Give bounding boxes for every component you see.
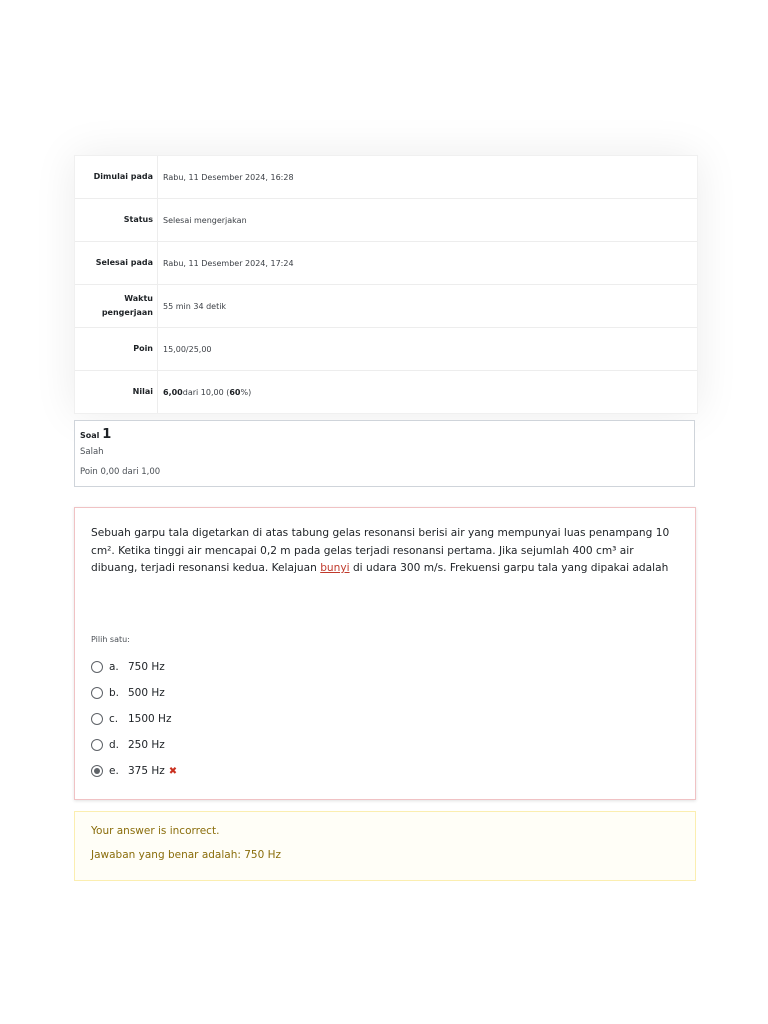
feedback-incorrect: Your answer is incorrect.	[91, 825, 220, 837]
incorrect-icon: ✖	[168, 765, 178, 777]
question-info-panel	[74, 420, 695, 487]
feedback-panel	[74, 811, 696, 881]
glossary-link-bunyi[interactable]: bunyi	[320, 562, 350, 574]
summary-label: Status	[75, 199, 158, 241]
grade-text-end: %)	[240, 387, 252, 397]
summary-value: Rabu, 11 Desember 2024, 17:24	[163, 258, 294, 268]
summary-row-completed	[75, 242, 697, 285]
question-grade: Poin 0,00 dari 1,00	[80, 467, 161, 477]
option-c[interactable]	[91, 706, 177, 732]
radio-button[interactable]	[91, 739, 103, 751]
summary-row-duration	[75, 285, 697, 328]
option-b[interactable]	[91, 680, 177, 706]
answer-options	[91, 654, 177, 784]
question-text-part: Sebuah garpu tala digetarkan di atas tabung gelas resonansi berisi air yang mempunyai luas penampang 10 cm². Ketika tinggi air mencapai 0,2 m pada gelas terjadi resonansi pertama. Jika sejumlah 400 cm³ air dibuang, terjadi resonansi kedua. Kelajuan	[91, 527, 670, 574]
question-text	[91, 525, 683, 578]
option-text: 1500 Hz	[128, 713, 172, 725]
radio-button[interactable]	[91, 713, 103, 725]
summary-row-points	[75, 328, 697, 371]
summary-value: 15,00/25,00	[163, 344, 212, 354]
summary-value	[158, 371, 251, 413]
grade-percent: 60	[229, 387, 241, 397]
option-letter: d.	[109, 739, 120, 751]
question-state: Salah	[80, 447, 104, 457]
summary-label: Waktu pengerjaan	[75, 285, 158, 327]
radio-button-selected[interactable]	[91, 765, 103, 777]
summary-value: Selesai mengerjakan	[163, 215, 247, 225]
summary-label: Nilai	[75, 371, 158, 413]
radio-button[interactable]	[91, 687, 103, 699]
summary-value: 55 min 34 detik	[163, 301, 227, 311]
grade-text: dari 10,00 (	[182, 387, 230, 397]
radio-button[interactable]	[91, 661, 103, 673]
option-a[interactable]	[91, 654, 177, 680]
option-letter: e.	[109, 765, 119, 777]
grade-score: 6,00	[163, 387, 183, 397]
feedback-right-answer: Jawaban yang benar adalah: 750 Hz	[91, 849, 282, 861]
question-content	[74, 507, 696, 800]
summary-label: Selesai pada	[75, 242, 158, 284]
question-text-part: di udara 300 m/s. Frekuensi garpu tala yang dipakai adalah	[349, 562, 669, 574]
summary-value: Rabu, 11 Desember 2024, 16:28	[163, 172, 294, 182]
summary-label: Poin	[75, 328, 158, 370]
question-number	[80, 427, 111, 442]
option-letter: a.	[109, 661, 119, 673]
summary-label: Dimulai pada	[75, 156, 158, 198]
option-d[interactable]	[91, 732, 177, 758]
summary-row-status	[75, 199, 697, 242]
attempt-summary-table	[74, 155, 698, 414]
question-label: Soal	[80, 431, 100, 440]
option-e[interactable]	[91, 758, 177, 784]
option-text: 500 Hz	[128, 687, 165, 699]
answer-prompt: Pilih satu:	[91, 635, 130, 644]
option-letter: b.	[109, 687, 120, 699]
option-text: 750 Hz	[128, 661, 165, 673]
option-letter: c.	[109, 713, 119, 725]
option-text: 250 Hz	[128, 739, 165, 751]
question-number-value: 1	[102, 427, 112, 442]
summary-row-started	[75, 156, 697, 199]
option-text: 375 Hz	[128, 765, 165, 777]
summary-row-grade	[75, 371, 697, 413]
